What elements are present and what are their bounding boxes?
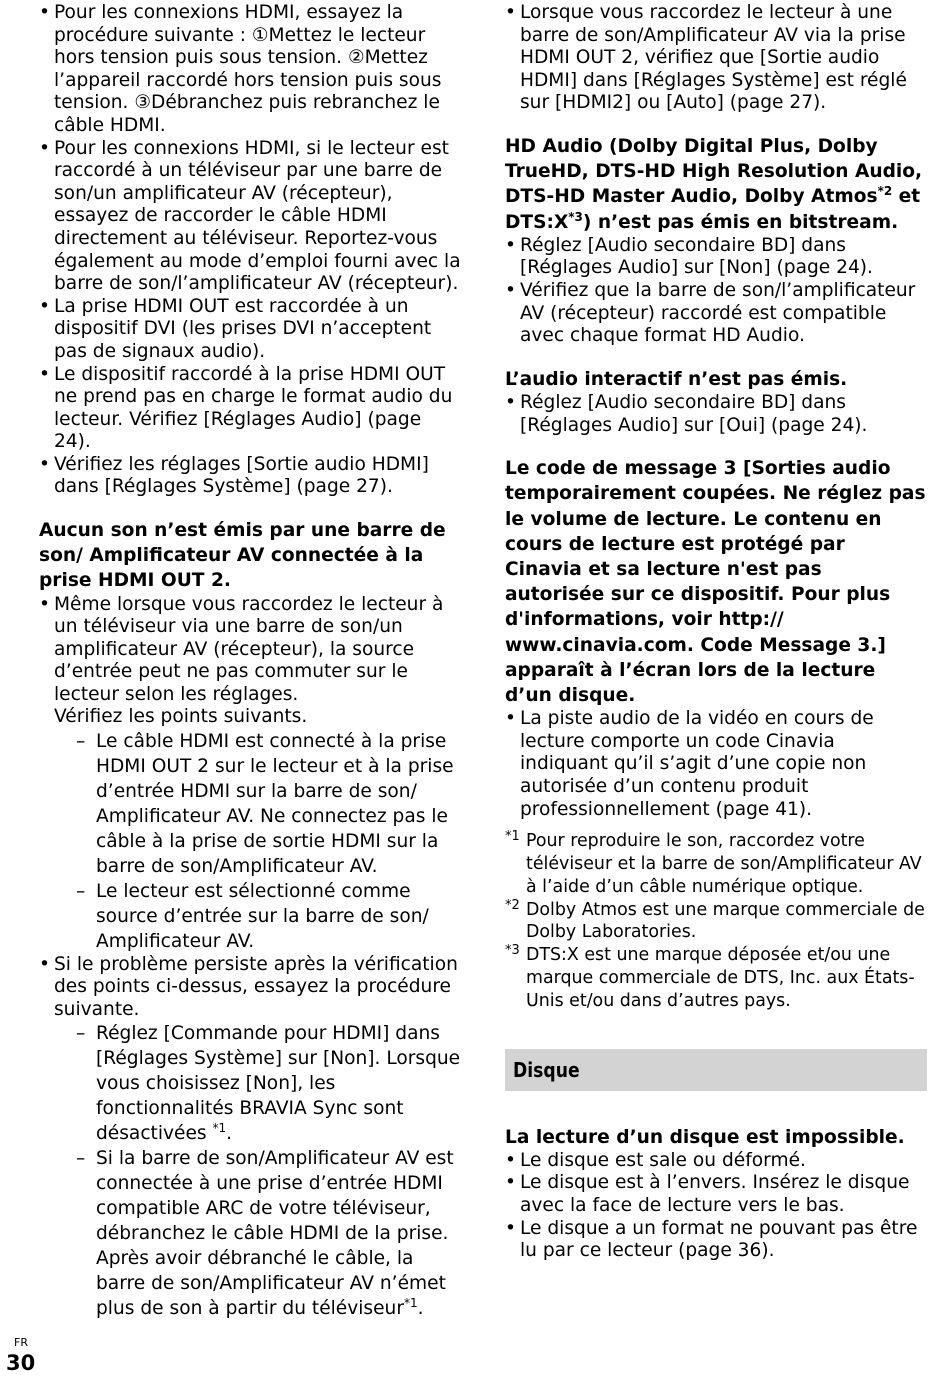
bullet-hdmi-direct: • Pour les connexions HDMI, si le lecteur est raccordé à un téléviseur par une barre de son/un amplificateur AV (récepteur), essayez de raccorder le câble HDMI directement au téléviseur. Reportez-vous également au mode d’emploi fourni avec la barre de son/l’amplificateur AV (récepteur). [39,138,461,296]
dash-hdmi-control-text: Réglez [Commande pour HDMI] dans [Réglages Système] sur [Non]. Lorsque vous choisissez [Non], les fonctionnalités BRAVIA Sync sont désactivées [96,1023,461,1145]
heading-hd-audio-part-c: ) n’est pas émis en bitstream. [582,211,899,233]
dash-hdmi-control [39,1021,461,1146]
heading-cinavia: Le code de message 3 [Sorties audio temporairement coupées. Ne réglez pas le volume de lecture. Le contenu en cours de lecture est protégé par Cinavia et sa lecture n'est pas autorisée sur ce dispositif. Pour plus d'informations, voir http:// www.cinavia.com. Code Message 3.] apparaît à l’écran lors de la lecture d’un disque. [505,458,926,706]
bullet-dvi: • La prise HDMI OUT est raccordée à un dispositif DVI (les prises DVI n’acceptent pas de signaux audio). [39,296,461,364]
footnote-ref: *3 [568,209,583,224]
footnote-mark: *2 [505,897,520,913]
bullet-hdmi2-settings: • Lorsque vous raccordez le lecteur à une barre de son/Amplificateur AV via la prise HDMI OUT 2, vérifiez que [Sortie audio HDMI] dans [Réglages Système] est réglé sur [HDMI2] ou [Auto] (page 27). [505,2,927,115]
footnote-ref: *1 [212,1121,227,1136]
dash-input-source: – Le lecteur est sélectionné comme source d’entrée sur la barre de son/ Amplificateur AV. [39,879,461,954]
check-points-text: Vérifiez les points suivants. [54,706,308,728]
page-number: 30 [6,1351,36,1375]
bullet-disc-dirty: • Le disque est sale ou déformé. [505,1150,927,1173]
language-code: FR [14,1336,28,1349]
heading-hd-audio-part-a: HD Audio (Dolby Digital Plus, Dolby TrueHD, DTS-HD High Resolution Audio, DTS-HD Master Audio, Dolby Atmos [505,135,923,208]
footnote-text: Dolby Atmos est une marque commerciale de Dolby Laboratories. [526,899,925,943]
left-column [39,2,461,1321]
footnote-ref: *2 [877,184,893,199]
footnote-text: Pour reproduire le son, raccordez votre téléviseur et la barre de son/Amplificateur AV à l’aide d’un câble numérique optique. [526,831,922,897]
bullet-secondary-audio-on: • Réglez [Audio secondaire BD] dans [Réglages Audio] sur [Oui] (page 24). [505,392,927,437]
bullet-disc-upside-down: • Le disque est à l’envers. Insérez le disque avec la face de lecture vers le bas. [505,1172,927,1217]
dash-arc-cable [39,1146,461,1321]
bullet-disc-format: • Le disque a un format ne pouvant pas être lu par ce lecteur (page 36). [505,1218,927,1263]
footnote-1 [505,830,927,898]
section-header-disc [505,1049,927,1091]
footnote-mark: *3 [505,943,520,959]
bullet-hdmi-procedure: • Pour les connexions HDMI, essayez la procédure suivante : ①Mettez le lecteur hors tension puis sous tension. ②Mettez l’appareil raccordé hors tension puis sous tension. ③Débranchez puis rebranchez le câble HDMI. [39,2,461,138]
bullet-cinavia: • La piste audio de la vidéo en cours de lecture comporte un code Cinavia indiquant qu’il s’agit d’une copie non autorisée d’un contenu produit professionnellement (page 41). [505,708,927,821]
bullet-hd-compat: • Vérifiez que la barre de son/l’amplificateur AV (récepteur) raccordé est compatible avec chaque format HD Audio. [505,280,927,348]
heading-interactive-audio: L’audio interactif n’est pas émis. [505,368,848,390]
footnote-mark: *1 [505,829,520,845]
footnote-3 [505,944,927,1012]
heading-no-sound-hdmi2: Aucun son n’est émis par une barre de son/ Amplificateur AV connectée à la prise HDMI OUT 2. [39,520,446,592]
bullet-audio-format: • Le dispositif raccordé à la prise HDMI OUT ne prend pas en charge le format audio du lecteur. Vérifiez [Réglages Audio] (page 24). [39,364,461,454]
bullet-secondary-audio-off: • Réglez [Audio secondaire BD] dans [Réglages Audio] sur [Non] (page 24). [505,235,927,280]
right-column [505,2,927,1263]
footnote-2 [505,899,927,945]
heading-hd-audio [505,134,927,235]
footnote-ref: *1 [403,1296,418,1311]
heading-hd-audio-part-b: et DTS:X [505,186,921,233]
dash-arc-cable-text: Si la barre de son/Amplificateur AV est connectée à une prise d’entrée HDMI compatible ARC de votre téléviseur, débranchez le câble HDMI de la prise. Après avoir débranché le câble, la barre de son/Amplificateur AV n’émet plus de son à partir du téléviseur [96,1148,454,1320]
heading-disc-unplayable: La lecture d’un disque est impossible. [505,1126,905,1148]
section-title: Disque [513,1057,580,1082]
bullet-hdmi-output-settings: • Vérifiez les réglages [Sortie audio HDMI] dans [Réglages Système] (page 27). [39,454,461,499]
footnote-text: DTS:X est une marque déposée et/ou une marque commerciale de DTS, Inc. aux États-Unis et/ou dans d’autres pays. [526,945,915,1011]
dash-cable-connection: – Le câble HDMI est connecté à la prise HDMI OUT 2 sur le lecteur et à la prise d’entrée HDMI sur la barre de son/ Amplificateur AV. Ne connectez pas le câble à la prise de sortie HDMI sur la barre de son/Amplificateur AV. [39,729,461,879]
footnotes [505,830,927,1012]
bullet-input-source: • Même lorsque vous raccordez le lecteur à un téléviseur via une barre de son/un amplificateur AV (récepteur), la source d’entrée peut ne pas commuter sur le lecteur selon les réglages. [39,594,461,707]
period: . [417,1298,424,1320]
bullet-problem-persists: • Si le problème persiste après la vérification des points ci-dessus, essayez la procédure suivante. [39,954,461,1022]
period: . [226,1123,233,1145]
